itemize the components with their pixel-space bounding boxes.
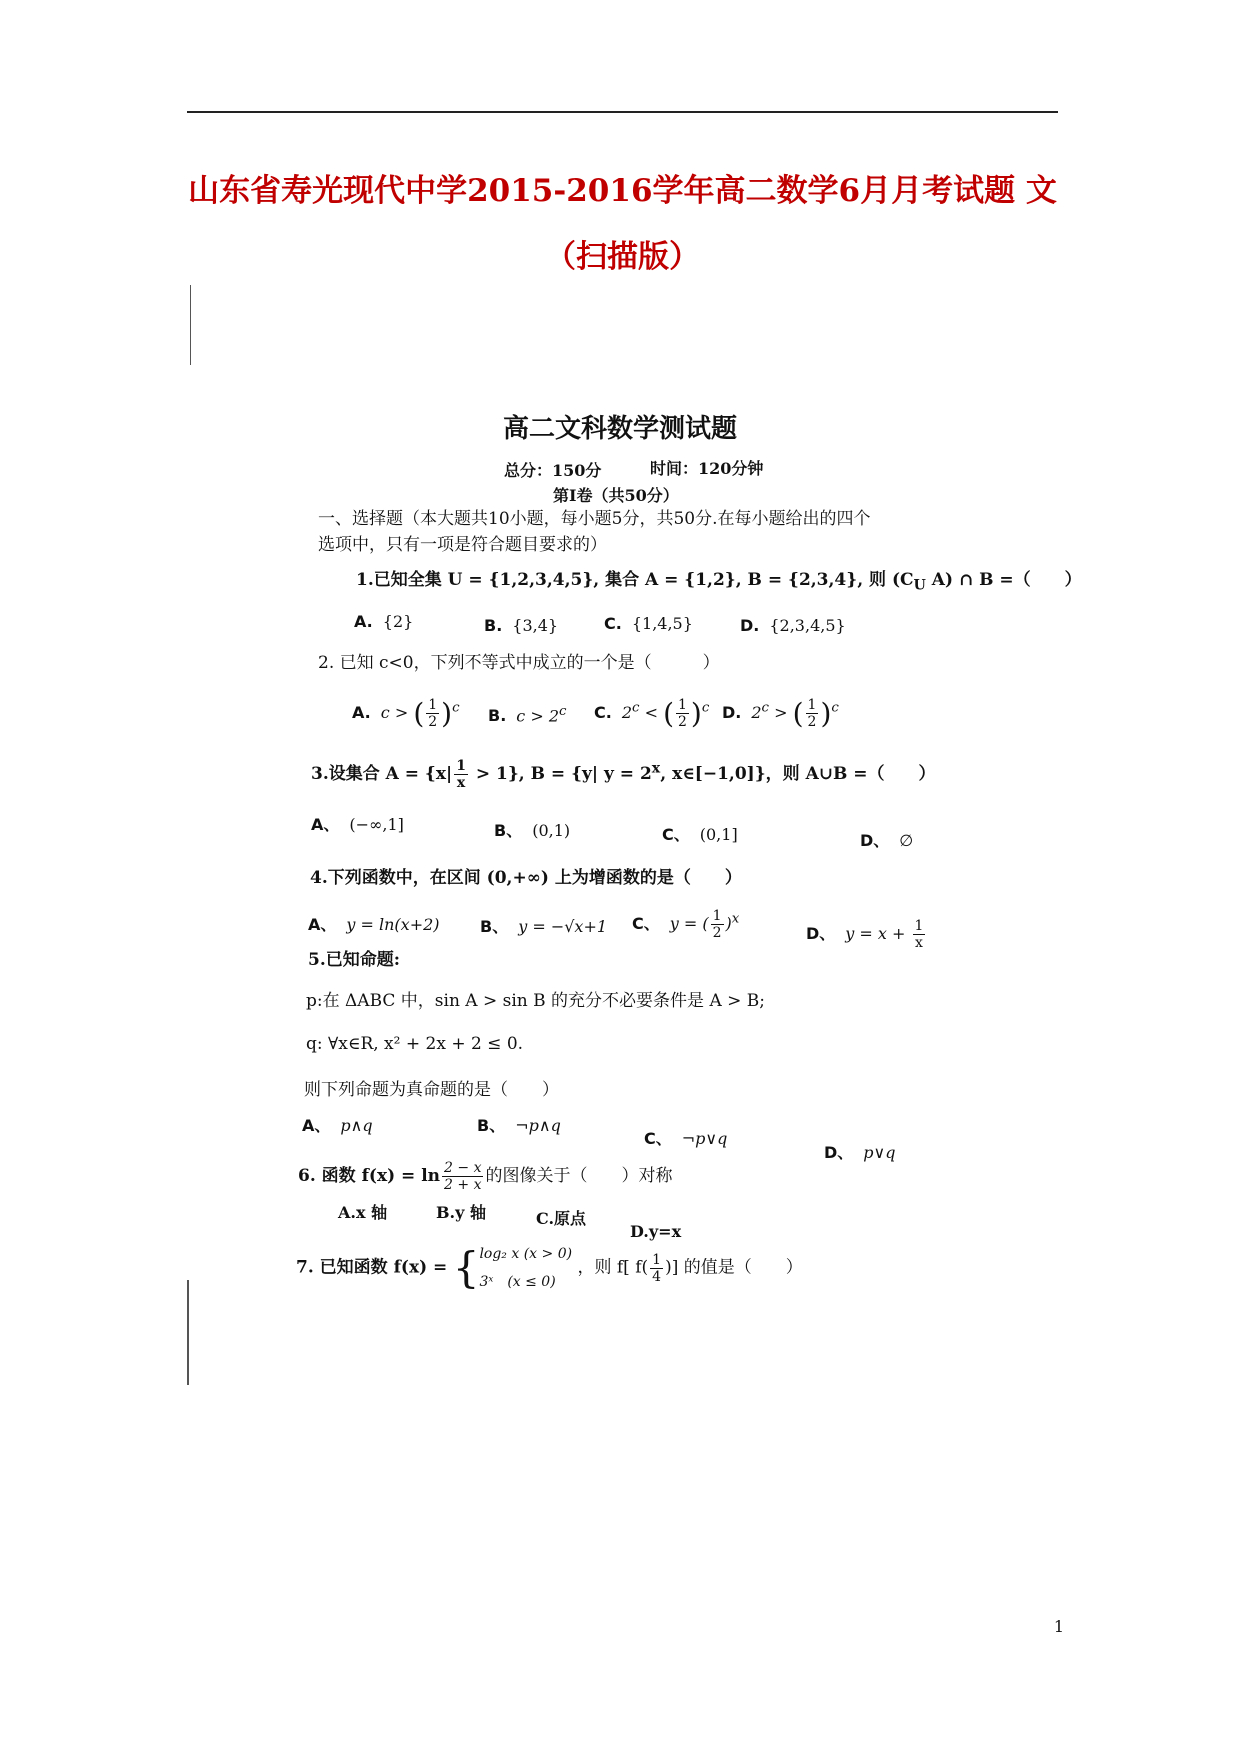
question-1-stem	[356, 565, 1082, 593]
q7-piece-1: log₂ x (x > 0)	[479, 1246, 573, 1262]
q5-option-a: A、 p∧q	[302, 1116, 373, 1135]
q4-option-b: B、 y = −√x+1	[480, 917, 608, 936]
q6-option-b: B.y 轴	[436, 1203, 486, 1222]
question-5-stem: 5.已知命题:	[308, 950, 401, 970]
q1-option-c: C. {1,4,5}	[604, 614, 693, 633]
q5-proposition-q: q: ∀x∈R, x² + 2x + 2 ≤ 0.	[306, 1034, 524, 1054]
scan-edge-mark	[190, 285, 191, 365]
section-instructions-line2: 选项中，只有一项是符合题目要求的）	[318, 535, 607, 555]
exam-title: 高二文科数学测试题	[502, 414, 737, 444]
q6-option-a: A.x 轴	[338, 1203, 388, 1222]
total-score: 总分：150分	[504, 461, 602, 480]
question-6-stem: 6. 函数 f(x) = ln $\frac{2 - x}{2 + x}$ 的图像关于（ ）对称	[298, 1160, 673, 1193]
q3-option-d: D、 ∅	[860, 831, 914, 850]
q5-ask: 则下列命题为真命题的是（ ）	[304, 1080, 559, 1100]
volume-heading: 第Ⅰ卷（共50分）	[553, 486, 679, 505]
question-2-stem: 2. 已知 c<0，下列不等式中成立的一个是（ ）	[318, 653, 720, 673]
q6-option-c: C.原点	[536, 1209, 587, 1228]
q3-option-c: C、 (0,1]	[662, 825, 738, 844]
q1-option-b: B. {3,4}	[484, 616, 559, 635]
q4-option-d: D、 y = x + $\frac{1}{x}$	[806, 918, 924, 951]
q2-option-a: A. c > ( $\frac{1}{2}$ )$^c$	[352, 697, 460, 730]
question-7-stem: 7. 已知函数 f(x) = {log₂ x (x > 0) 3ˣ (x ≤ 0) ，则 f[ f( $\frac{1}{4}$ )] 的值是（ ）	[296, 1243, 803, 1292]
q5-option-c: C、 ¬p∨q	[644, 1129, 728, 1148]
q1-stem-text: 1.已知全集 U = {1,2,3,4,5}, 集合 A = {1,2}, B = {2,3,4}, 则 (C	[356, 570, 914, 590]
document-title: 山东省寿光现代中学2015-2016学年高二数学6月月考试题 文（扫描版）	[188, 173, 1057, 275]
q4-option-a: A、 y = ln(x+2)	[308, 915, 440, 934]
q5-option-d: D、 p∨q	[824, 1143, 896, 1162]
q5-proposition-p: p:在 ΔABC 中，sin A > sin B 的充分不必要条件是 A > B;	[306, 991, 765, 1011]
q2-option-d: D. $2^c$ > ( $\frac{1}{2}$ )$^c$	[722, 697, 839, 730]
section-instructions-line1: 一、选择题（本大题共10小题，每小题5分，共50分.在每小题给出的四个	[318, 509, 871, 529]
q1-option-d: D. {2,3,4,5}	[740, 616, 846, 635]
q2-option-c: C. $2^c$ < ( $\frac{1}{2}$ )$^c$	[594, 697, 710, 730]
scan-edge-mark	[187, 1280, 189, 1385]
question-4-stem: 4.下列函数中，在区间 (0,+∞) 上为增函数的是（ ）	[310, 868, 742, 888]
question-3-stem: 3.设集合 A = {x| $\frac{1}{x}$ > 1}, B = {y| $y = 2^x$, x∈[−1,0]}，则 A∪B =（ ）	[311, 758, 936, 791]
q6-option-d: D.y=x	[630, 1222, 682, 1241]
q7-piece-2: 3ˣ (x ≤ 0)	[479, 1274, 556, 1290]
q3-option-b: B、 (0,1)	[494, 821, 571, 840]
q2-option-b: B. $c > 2^c$	[488, 704, 567, 726]
q4-option-c: C、 y = ( $\frac{1}{2}$ )$^x$	[632, 908, 740, 941]
q1-option-a: A. {2}	[354, 612, 414, 631]
q5-option-b: B、 ¬p∧q	[477, 1116, 561, 1135]
exam-time: 时间：120分钟	[650, 459, 764, 478]
q3-option-a: A、 (−∞,1]	[311, 815, 404, 834]
q1-subscript: U	[913, 577, 926, 594]
q1-stem-tail: A) ∩ B =（ ）	[925, 570, 1082, 590]
page-number: 1	[1053, 1617, 1064, 1636]
header-rule	[187, 111, 1058, 113]
